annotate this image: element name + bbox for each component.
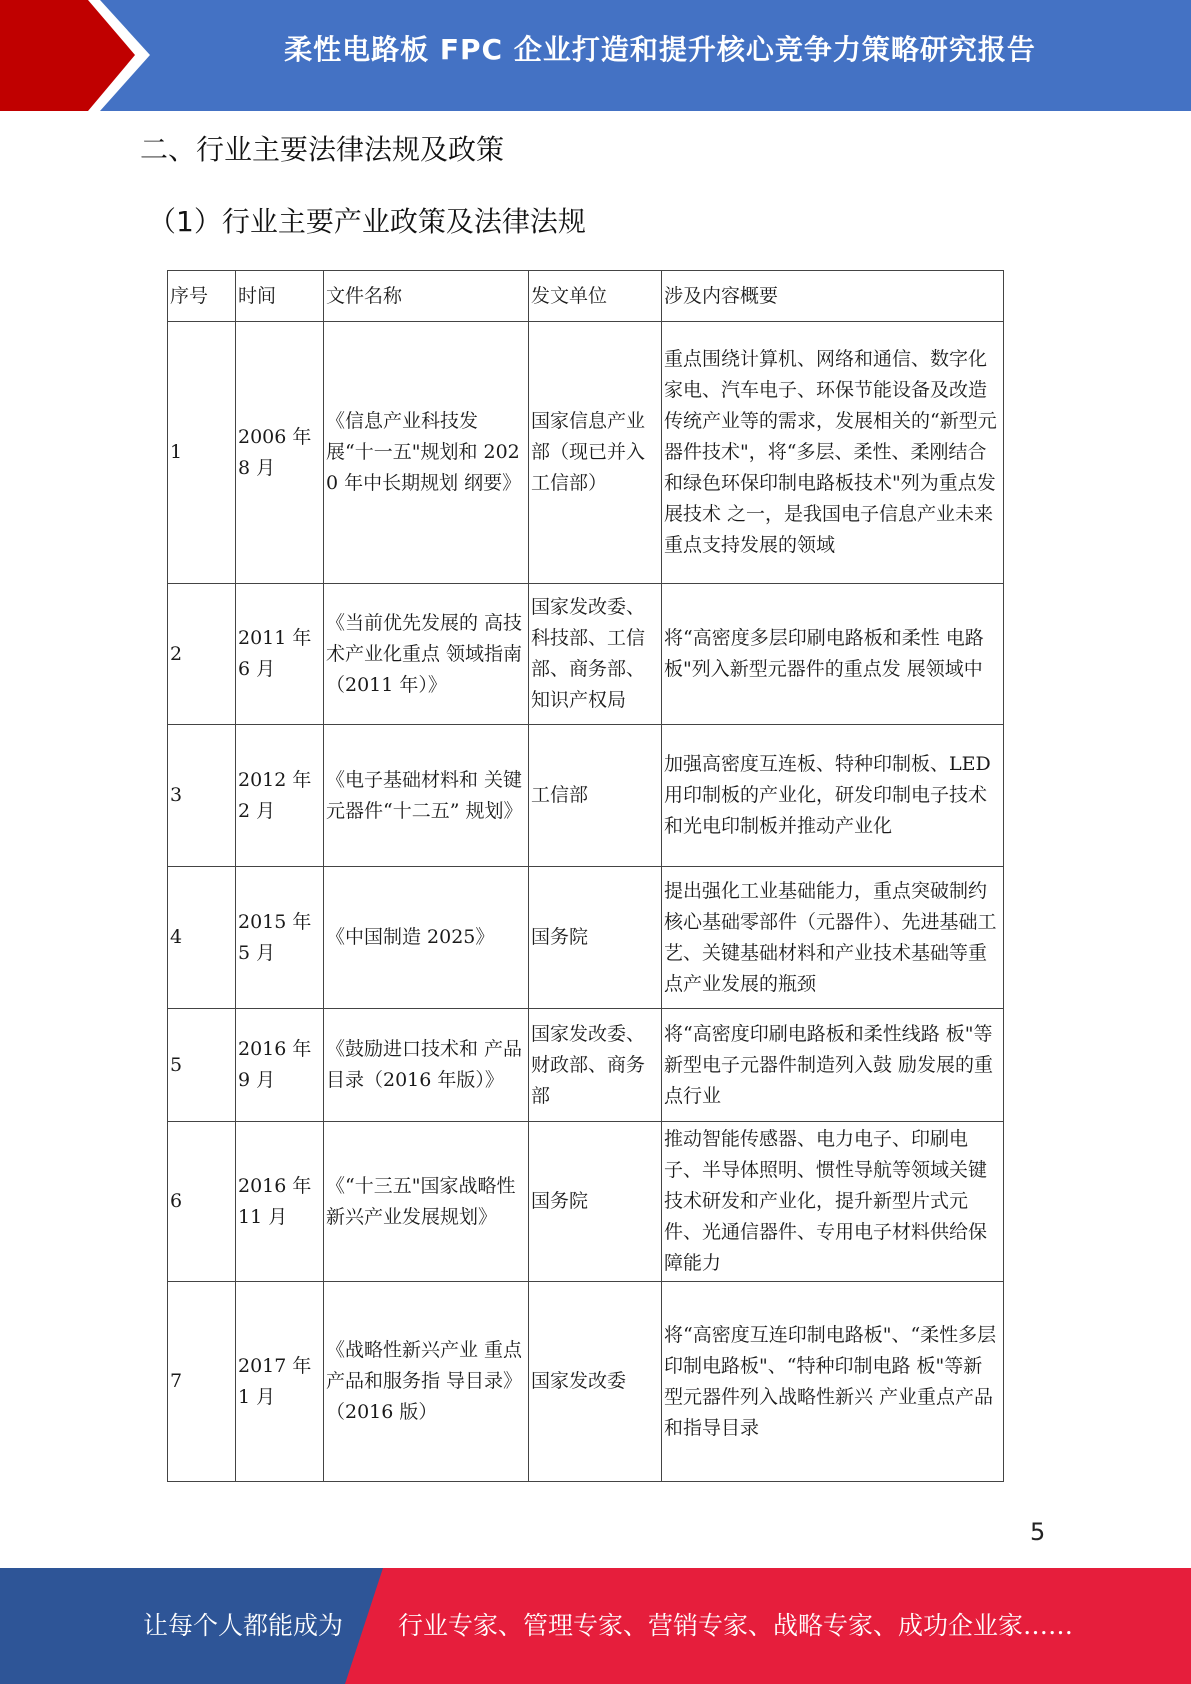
cell-doc: 《鼓励进口技术和 产品目录（2016 年版）》 [324, 1009, 529, 1122]
column-header-date: 时间 [236, 271, 324, 322]
cell-date: 2016 年 11 月 [236, 1122, 324, 1282]
cell-summary: 将“高密度互连印制电路板"、“柔性多层印制电路板"、“特种印制电路 板"等新型元器件列入战略性新兴 产业重点产品和指导目录 [662, 1282, 1004, 1482]
cell-date: 2012 年 2 月 [236, 725, 324, 867]
page-header [0, 0, 1191, 111]
cell-summary: 将“高密度印刷电路板和柔性线路 板"等新型电子元器件制造列入鼓 励发展的重点行业 [662, 1009, 1004, 1122]
column-header-no: 序号 [168, 271, 236, 322]
cell-summary: 推动智能传感器、电力电子、印刷电子、半导体照明、惯性导航等领域关键技术研发和产业化，提升新型片式元件、光通信器件、专用电子材料供给保障能力 [662, 1122, 1004, 1282]
cell-summary: 将“高密度多层印刷电路板和柔性 电路板"列入新型元器件的重点发 展领域中 [662, 584, 1004, 725]
header-arrow-graphic [0, 0, 160, 111]
table-row [168, 584, 1004, 725]
cell-doc: 《“十三五"国家战略性新兴产业发展规划》 [324, 1122, 529, 1282]
cell-summary: 提出强化工业基础能力，重点突破制约核心基础零部件（元器件）、先进基础工艺、关键基础材料和产业技术基础等重点产业发展的瓶颈 [662, 867, 1004, 1009]
cell-issuer: 国家发改委、科技部、工信部、商务部、知识产权局 [529, 584, 662, 725]
cell-doc: 《电子基础材料和 关键元器件“十二五” 规划》 [324, 725, 529, 867]
cell-doc: 《信息产业科技发 展“十一五"规划和 2020 年中长期规划 纲要》 [324, 322, 529, 584]
table-row [168, 1122, 1004, 1282]
cell-date: 2015 年 5 月 [236, 867, 324, 1009]
column-header-doc: 文件名称 [324, 271, 529, 322]
report-title: 柔性电路板 FPC 企业打造和提升核心竞争力策略研究报告 [284, 33, 1036, 66]
cell-no: 7 [168, 1282, 236, 1482]
cell-issuer: 国务院 [529, 867, 662, 1009]
page-number: 5 [1030, 1518, 1046, 1546]
cell-no: 3 [168, 725, 236, 867]
subsection-heading: （1）行业主要产业政策及法律法规 [148, 205, 586, 238]
cell-issuer: 工信部 [529, 725, 662, 867]
cell-no: 4 [168, 867, 236, 1009]
policy-table [167, 270, 1004, 1482]
cell-issuer: 国家信息产业部（现已并入工信部） [529, 322, 662, 584]
page-footer [0, 1568, 1191, 1684]
table-row [168, 1009, 1004, 1122]
table-row [168, 1282, 1004, 1482]
cell-no: 1 [168, 322, 236, 584]
cell-date: 2017 年 1 月 [236, 1282, 324, 1482]
cell-date: 2006 年 8 月 [236, 322, 324, 584]
section-heading: 二、行业主要法律法规及政策 [140, 133, 505, 166]
table-header-row [168, 271, 1004, 322]
cell-doc: 《当前优先发展的 高技术产业化重点 领域指南（2011 年）》 [324, 584, 529, 725]
cell-doc: 《中国制造 2025》 [324, 867, 529, 1009]
table-row [168, 322, 1004, 584]
table-row [168, 867, 1004, 1009]
cell-summary: 加强高密度互连板、特种印制板、LED 用印制板的产业化，研发印制电子技术和光电印制板并推动产业化 [662, 725, 1004, 867]
cell-no: 5 [168, 1009, 236, 1122]
cell-doc: 《战略性新兴产业 重点产品和服务指 导目录》（2016 版） [324, 1282, 529, 1482]
table-row [168, 725, 1004, 867]
cell-issuer: 国家发改委、财政部、商务部 [529, 1009, 662, 1122]
cell-no: 2 [168, 584, 236, 725]
cell-date: 2016 年 9 月 [236, 1009, 324, 1122]
cell-issuer: 国家发改委 [529, 1282, 662, 1482]
cell-date: 2011 年 6 月 [236, 584, 324, 725]
column-header-issuer: 发文单位 [529, 271, 662, 322]
footer-slogan-left: 让每个人都能成为 [143, 1611, 344, 1640]
cell-issuer: 国务院 [529, 1122, 662, 1282]
column-header-summary: 涉及内容概要 [662, 271, 1004, 322]
cell-no: 6 [168, 1122, 236, 1282]
cell-summary: 重点围绕计算机、网络和通信、数字化家电、汽车电子、环保节能设备及改造传统产业等的需求，发展相关的“新型元器件技术"，将“多层、柔性、柔刚结合和绿色环保印制电路板技术"列为重点发展技术 之一，是我国电子信息产业未来重点支持发展的领域 [662, 322, 1004, 584]
footer-slogan-right: 行业专家、管理专家、营销专家、战略专家、成功企业家…… [398, 1611, 1074, 1640]
